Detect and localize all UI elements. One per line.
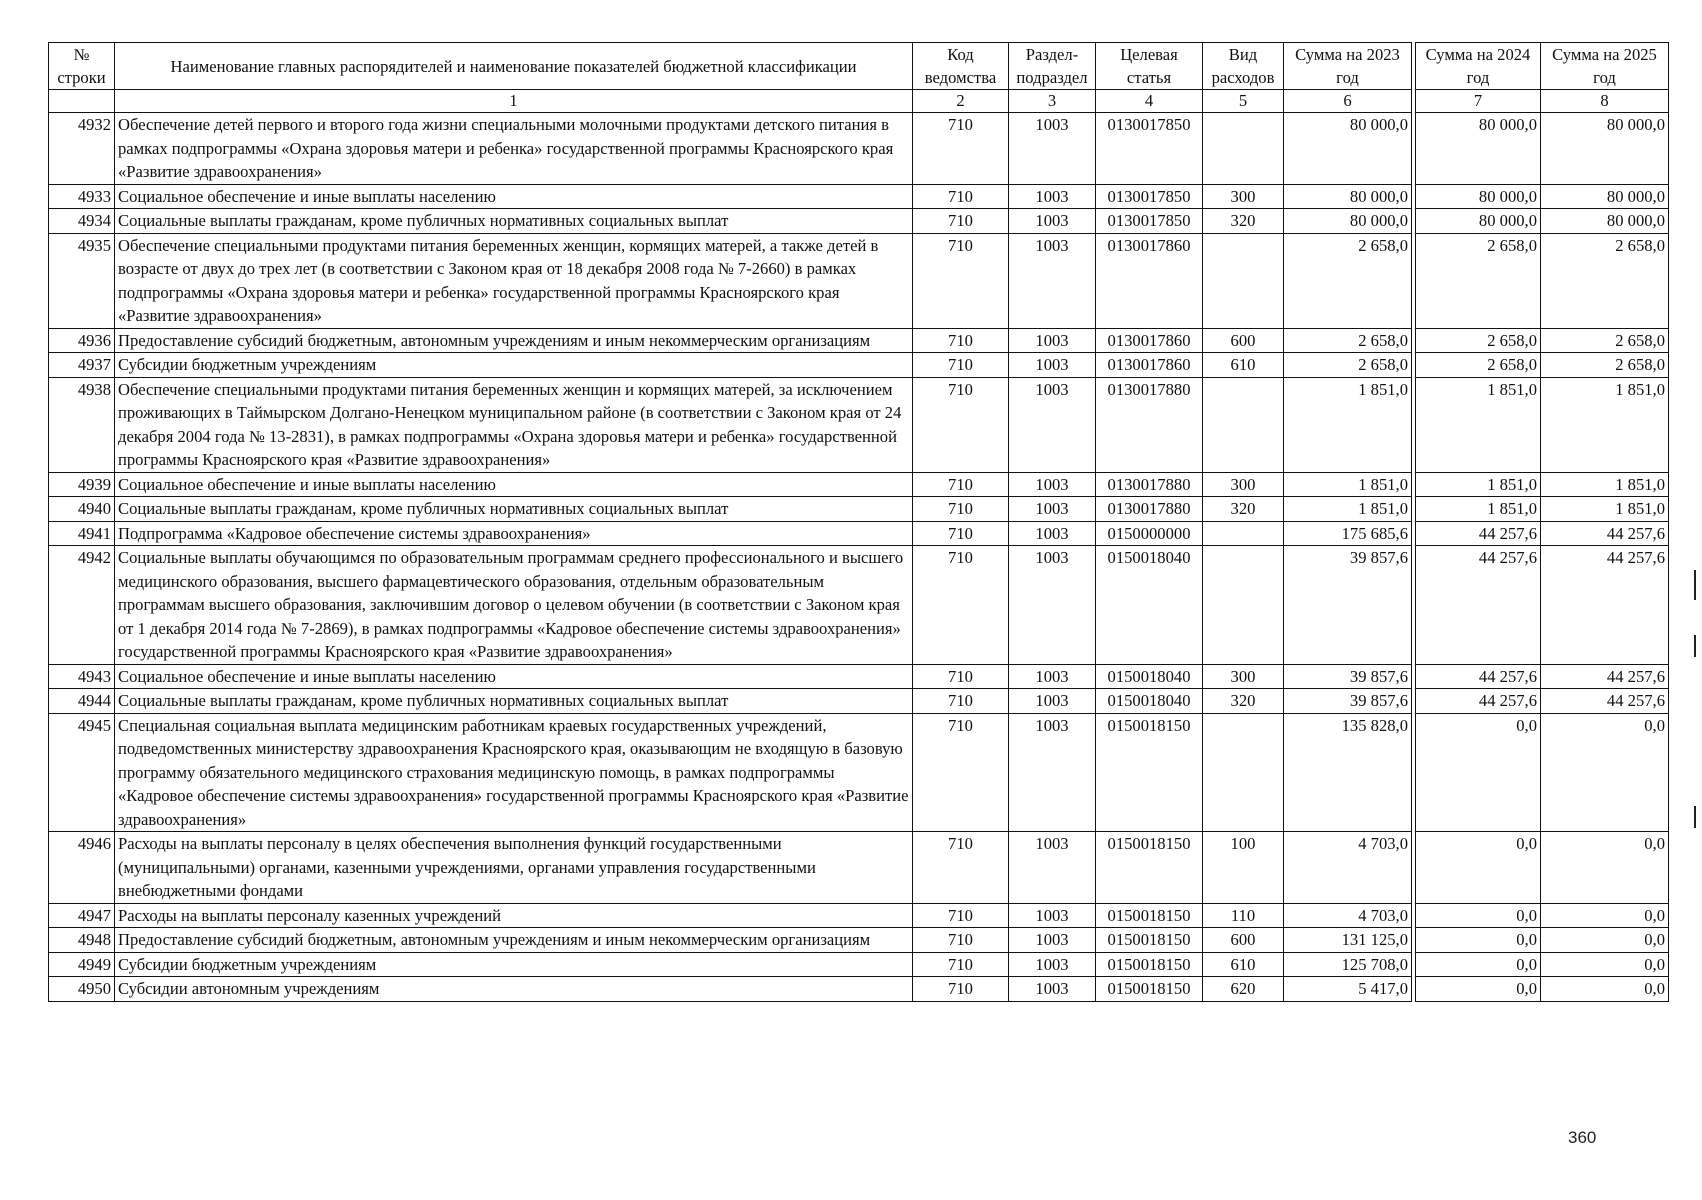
row-target: 0130017850 — [1096, 113, 1203, 185]
header-sum-2025: Сумма на 2025 год — [1541, 43, 1669, 90]
row-sum-2024: 80 000,0 — [1416, 184, 1541, 209]
row-sum-2025: 1 851,0 — [1541, 377, 1669, 472]
row-target: 0150018040 — [1096, 546, 1203, 665]
row-sum-2023: 1 851,0 — [1284, 377, 1412, 472]
row-sum-2025: 44 257,6 — [1541, 546, 1669, 665]
row-number: 4950 — [49, 977, 115, 1002]
row-number: 4938 — [49, 377, 115, 472]
row-sum-2023: 2 658,0 — [1284, 328, 1412, 353]
column-number: 2 — [913, 90, 1009, 113]
row-section: 1003 — [1009, 328, 1096, 353]
table-row — [49, 903, 1669, 928]
row-sum-2025: 80 000,0 — [1541, 184, 1669, 209]
row-dept-code: 710 — [913, 689, 1009, 714]
row-sum-2024: 44 257,6 — [1416, 689, 1541, 714]
table-row — [49, 928, 1669, 953]
row-section: 1003 — [1009, 928, 1096, 953]
row-target: 0130017880 — [1096, 377, 1203, 472]
row-target: 0130017860 — [1096, 353, 1203, 378]
table-row — [49, 832, 1669, 904]
page-number: 360 — [1568, 1128, 1597, 1147]
row-expense-type: 620 — [1203, 977, 1284, 1002]
row-sum-2023: 39 857,6 — [1284, 546, 1412, 665]
row-dept-code: 710 — [913, 903, 1009, 928]
row-sum-2025: 2 658,0 — [1541, 328, 1669, 353]
column-number: 6 — [1284, 90, 1412, 113]
row-dept-code: 710 — [913, 233, 1009, 328]
row-expense-type — [1203, 113, 1284, 185]
row-name: Расходы на выплаты персоналу в целях обеспечения выполнения функций государственными (муниципальными) органами, казенными учреждениями, органами управления государственными внебюджетными фондами — [115, 832, 913, 904]
row-number: 4936 — [49, 328, 115, 353]
row-expense-type: 320 — [1203, 689, 1284, 714]
table-row — [49, 497, 1669, 522]
row-target: 0150018150 — [1096, 713, 1203, 832]
margin-mark — [1694, 806, 1696, 828]
row-name: Подпрограмма «Кадровое обеспечение системы здравоохранения» — [115, 521, 913, 546]
row-number: 4935 — [49, 233, 115, 328]
table-row — [49, 353, 1669, 378]
table-row — [49, 664, 1669, 689]
row-sum-2023: 2 658,0 — [1284, 353, 1412, 378]
row-sum-2025: 1 851,0 — [1541, 472, 1669, 497]
row-sum-2025: 1 851,0 — [1541, 497, 1669, 522]
row-expense-type: 300 — [1203, 664, 1284, 689]
row-number: 4932 — [49, 113, 115, 185]
budget-table — [48, 42, 1669, 1002]
row-sum-2023: 80 000,0 — [1284, 209, 1412, 234]
row-name: Обеспечение детей первого и второго года жизни специальными молочными продуктами детского питания в рамках подпрограммы «Охрана здоровья матери и ребенка» государственной программы Красноярского края «Развитие здравоохранения» — [115, 113, 913, 185]
row-sum-2024: 0,0 — [1416, 713, 1541, 832]
row-name: Субсидии автономным учреждениям — [115, 977, 913, 1002]
table-body — [49, 113, 1669, 1002]
row-name: Расходы на выплаты персоналу казенных учреждений — [115, 903, 913, 928]
row-sum-2023: 39 857,6 — [1284, 664, 1412, 689]
row-expense-type — [1203, 377, 1284, 472]
row-sum-2025: 0,0 — [1541, 952, 1669, 977]
row-target: 0150018150 — [1096, 928, 1203, 953]
row-dept-code: 710 — [913, 472, 1009, 497]
row-expense-type: 100 — [1203, 832, 1284, 904]
row-sum-2023: 131 125,0 — [1284, 928, 1412, 953]
row-sum-2023: 135 828,0 — [1284, 713, 1412, 832]
column-number: 7 — [1416, 90, 1541, 113]
margin-mark — [1694, 635, 1696, 657]
row-sum-2024: 2 658,0 — [1416, 328, 1541, 353]
row-section: 1003 — [1009, 977, 1096, 1002]
row-dept-code: 710 — [913, 928, 1009, 953]
table-row — [49, 113, 1669, 185]
row-target: 0150018040 — [1096, 664, 1203, 689]
row-section: 1003 — [1009, 713, 1096, 832]
header-name: Наименование главных распорядителей и наименование показателей бюджетной классификации — [115, 43, 913, 90]
row-sum-2024: 0,0 — [1416, 832, 1541, 904]
row-expense-type — [1203, 521, 1284, 546]
row-section: 1003 — [1009, 952, 1096, 977]
row-dept-code: 710 — [913, 497, 1009, 522]
row-sum-2025: 44 257,6 — [1541, 664, 1669, 689]
row-section: 1003 — [1009, 472, 1096, 497]
table-row — [49, 209, 1669, 234]
table-row — [49, 952, 1669, 977]
header-row-no: № строки — [49, 43, 115, 90]
row-dept-code: 710 — [913, 952, 1009, 977]
row-dept-code: 710 — [913, 377, 1009, 472]
column-number-row — [49, 90, 1669, 113]
table-row — [49, 184, 1669, 209]
row-expense-type: 600 — [1203, 928, 1284, 953]
row-sum-2024: 0,0 — [1416, 903, 1541, 928]
column-number — [49, 90, 115, 113]
table-row — [49, 521, 1669, 546]
row-expense-type: 110 — [1203, 903, 1284, 928]
row-name: Социальные выплаты гражданам, кроме публичных нормативных социальных выплат — [115, 497, 913, 522]
row-number: 4933 — [49, 184, 115, 209]
row-expense-type: 320 — [1203, 497, 1284, 522]
row-name: Социальные выплаты гражданам, кроме публичных нормативных социальных выплат — [115, 689, 913, 714]
row-expense-type — [1203, 713, 1284, 832]
row-sum-2025: 2 658,0 — [1541, 233, 1669, 328]
row-section: 1003 — [1009, 546, 1096, 665]
row-sum-2023: 39 857,6 — [1284, 689, 1412, 714]
table-row — [49, 472, 1669, 497]
row-sum-2023: 2 658,0 — [1284, 233, 1412, 328]
row-target: 0130017850 — [1096, 184, 1203, 209]
table-row — [49, 233, 1669, 328]
row-target: 0130017880 — [1096, 472, 1203, 497]
row-expense-type: 600 — [1203, 328, 1284, 353]
row-sum-2023: 1 851,0 — [1284, 497, 1412, 522]
row-sum-2024: 0,0 — [1416, 977, 1541, 1002]
column-number: 1 — [115, 90, 913, 113]
row-sum-2025: 0,0 — [1541, 832, 1669, 904]
row-number: 4939 — [49, 472, 115, 497]
row-target: 0150018150 — [1096, 977, 1203, 1002]
row-sum-2023: 1 851,0 — [1284, 472, 1412, 497]
row-number: 4941 — [49, 521, 115, 546]
table-row — [49, 328, 1669, 353]
row-section: 1003 — [1009, 353, 1096, 378]
row-dept-code: 710 — [913, 832, 1009, 904]
header-section: Раздел-подраздел — [1009, 43, 1096, 90]
row-section: 1003 — [1009, 233, 1096, 328]
row-name: Социальное обеспечение и иные выплаты населению — [115, 184, 913, 209]
row-section: 1003 — [1009, 377, 1096, 472]
row-sum-2023: 4 703,0 — [1284, 832, 1412, 904]
row-sum-2023: 4 703,0 — [1284, 903, 1412, 928]
row-name: Социальные выплаты гражданам, кроме публичных нормативных социальных выплат — [115, 209, 913, 234]
row-sum-2025: 0,0 — [1541, 713, 1669, 832]
row-sum-2023: 175 685,6 — [1284, 521, 1412, 546]
row-dept-code: 710 — [913, 664, 1009, 689]
header-sum-2023: Сумма на 2023 год — [1284, 43, 1412, 90]
row-sum-2024: 1 851,0 — [1416, 377, 1541, 472]
row-sum-2023: 125 708,0 — [1284, 952, 1412, 977]
row-section: 1003 — [1009, 689, 1096, 714]
row-sum-2023: 80 000,0 — [1284, 184, 1412, 209]
table-row — [49, 689, 1669, 714]
row-sum-2025: 0,0 — [1541, 928, 1669, 953]
row-name: Социальные выплаты обучающимся по образовательным программам среднего профессионального и высшего медицинского образования, высшего фармацевтического образования, отдельным образовательным программам высшего образования, заключившим договор о целевом обучении (в соответствии с Законом края от 1 декабря 2014 года № 7-2869), в рамках подпрограммы «Кадровое обеспечение системы здравоохранения» государственной программы Красноярского края «Развитие здравоохранения» — [115, 546, 913, 665]
row-expense-type — [1203, 233, 1284, 328]
row-number: 4945 — [49, 713, 115, 832]
row-sum-2024: 80 000,0 — [1416, 209, 1541, 234]
row-number: 4937 — [49, 353, 115, 378]
row-sum-2025: 80 000,0 — [1541, 113, 1669, 185]
row-sum-2024: 0,0 — [1416, 952, 1541, 977]
row-section: 1003 — [1009, 113, 1096, 185]
row-name: Предоставление субсидий бюджетным, автономным учреждениям и иным некоммерческим организациям — [115, 928, 913, 953]
row-expense-type: 610 — [1203, 353, 1284, 378]
row-target: 0130017880 — [1096, 497, 1203, 522]
row-sum-2025: 44 257,6 — [1541, 689, 1669, 714]
row-name: Предоставление субсидий бюджетным, автономным учреждениям и иным некоммерческим организациям — [115, 328, 913, 353]
header-target: Целевая статья — [1096, 43, 1203, 90]
row-sum-2025: 0,0 — [1541, 977, 1669, 1002]
row-expense-type: 610 — [1203, 952, 1284, 977]
row-section: 1003 — [1009, 521, 1096, 546]
row-target: 0150018150 — [1096, 952, 1203, 977]
row-sum-2023: 80 000,0 — [1284, 113, 1412, 185]
row-name: Обеспечение специальными продуктами питания беременных женщин, кормящих матерей, а также детей в возрасте от двух до трех лет (в соответствии с Законом края от 18 декабря 2008 года № 7-2660) в рамках подпрограммы «Охрана здоровья матери и ребенка» государственной программы Красноярского края «Развитие здравоохранения» — [115, 233, 913, 328]
row-target: 0150000000 — [1096, 521, 1203, 546]
row-sum-2025: 44 257,6 — [1541, 521, 1669, 546]
row-dept-code: 710 — [913, 521, 1009, 546]
row-number: 4940 — [49, 497, 115, 522]
row-sum-2025: 0,0 — [1541, 903, 1669, 928]
row-section: 1003 — [1009, 209, 1096, 234]
row-sum-2025: 80 000,0 — [1541, 209, 1669, 234]
row-dept-code: 710 — [913, 353, 1009, 378]
row-sum-2024: 44 257,6 — [1416, 664, 1541, 689]
row-section: 1003 — [1009, 184, 1096, 209]
row-name: Субсидии бюджетным учреждениям — [115, 952, 913, 977]
column-number: 5 — [1203, 90, 1284, 113]
row-number: 4944 — [49, 689, 115, 714]
row-target: 0130017850 — [1096, 209, 1203, 234]
row-sum-2024: 2 658,0 — [1416, 233, 1541, 328]
row-sum-2024: 1 851,0 — [1416, 497, 1541, 522]
row-name: Социальное обеспечение и иные выплаты населению — [115, 664, 913, 689]
row-section: 1003 — [1009, 832, 1096, 904]
row-sum-2025: 2 658,0 — [1541, 353, 1669, 378]
row-target: 0150018150 — [1096, 903, 1203, 928]
row-target: 0130017860 — [1096, 328, 1203, 353]
row-dept-code: 710 — [913, 113, 1009, 185]
header-sum-2024: Сумма на 2024 год — [1416, 43, 1541, 90]
row-dept-code: 710 — [913, 209, 1009, 234]
row-target: 0130017860 — [1096, 233, 1203, 328]
row-number: 4949 — [49, 952, 115, 977]
margin-mark — [1694, 570, 1696, 600]
row-target: 0150018150 — [1096, 832, 1203, 904]
row-sum-2024: 0,0 — [1416, 928, 1541, 953]
row-number: 4943 — [49, 664, 115, 689]
row-dept-code: 710 — [913, 328, 1009, 353]
row-number: 4934 — [49, 209, 115, 234]
column-number: 3 — [1009, 90, 1096, 113]
row-sum-2024: 44 257,6 — [1416, 521, 1541, 546]
column-number: 4 — [1096, 90, 1203, 113]
row-expense-type: 300 — [1203, 472, 1284, 497]
header-dept-code: Код ведомства — [913, 43, 1009, 90]
row-number: 4947 — [49, 903, 115, 928]
row-name: Специальная социальная выплата медицинским работникам краевых государственных учреждений, подведомственных министерству здравоохранения Красноярского края, оказывающим не входящую в базовую программу обязательного медицинского страхования медицинскую помощь, в рамках подпрограммы «Кадровое обеспечение системы здравоохранения» государственной программы Красноярского края «Развитие здравоохранения» — [115, 713, 913, 832]
row-section: 1003 — [1009, 903, 1096, 928]
row-section: 1003 — [1009, 497, 1096, 522]
row-number: 4942 — [49, 546, 115, 665]
table-header-row — [49, 43, 1669, 90]
row-sum-2024: 44 257,6 — [1416, 546, 1541, 665]
row-expense-type: 300 — [1203, 184, 1284, 209]
row-expense-type: 320 — [1203, 209, 1284, 234]
column-number: 8 — [1541, 90, 1669, 113]
row-expense-type — [1203, 546, 1284, 665]
row-section: 1003 — [1009, 664, 1096, 689]
row-target: 0150018040 — [1096, 689, 1203, 714]
row-dept-code: 710 — [913, 546, 1009, 665]
row-name: Субсидии бюджетным учреждениям — [115, 353, 913, 378]
row-dept-code: 710 — [913, 713, 1009, 832]
table-row — [49, 977, 1669, 1002]
row-sum-2024: 2 658,0 — [1416, 353, 1541, 378]
row-sum-2024: 1 851,0 — [1416, 472, 1541, 497]
row-sum-2024: 80 000,0 — [1416, 113, 1541, 185]
header-expense-type: Вид расходов — [1203, 43, 1284, 90]
row-sum-2023: 5 417,0 — [1284, 977, 1412, 1002]
row-name: Обеспечение специальными продуктами питания беременных женщин и кормящих матерей, за исключением проживающих в Таймырском Долгано-Ненецком муниципальном районе (в соответствии с Законом края от 24 декабря 2004 года № 13-2831), в рамках подпрограммы «Охрана здоровья матери и ребенка» государственной программы Красноярского края «Развитие здравоохранения» — [115, 377, 913, 472]
row-number: 4948 — [49, 928, 115, 953]
table-row — [49, 713, 1669, 832]
table-row — [49, 377, 1669, 472]
row-name: Социальное обеспечение и иные выплаты населению — [115, 472, 913, 497]
row-number: 4946 — [49, 832, 115, 904]
row-dept-code: 710 — [913, 977, 1009, 1002]
table-row — [49, 546, 1669, 665]
row-dept-code: 710 — [913, 184, 1009, 209]
